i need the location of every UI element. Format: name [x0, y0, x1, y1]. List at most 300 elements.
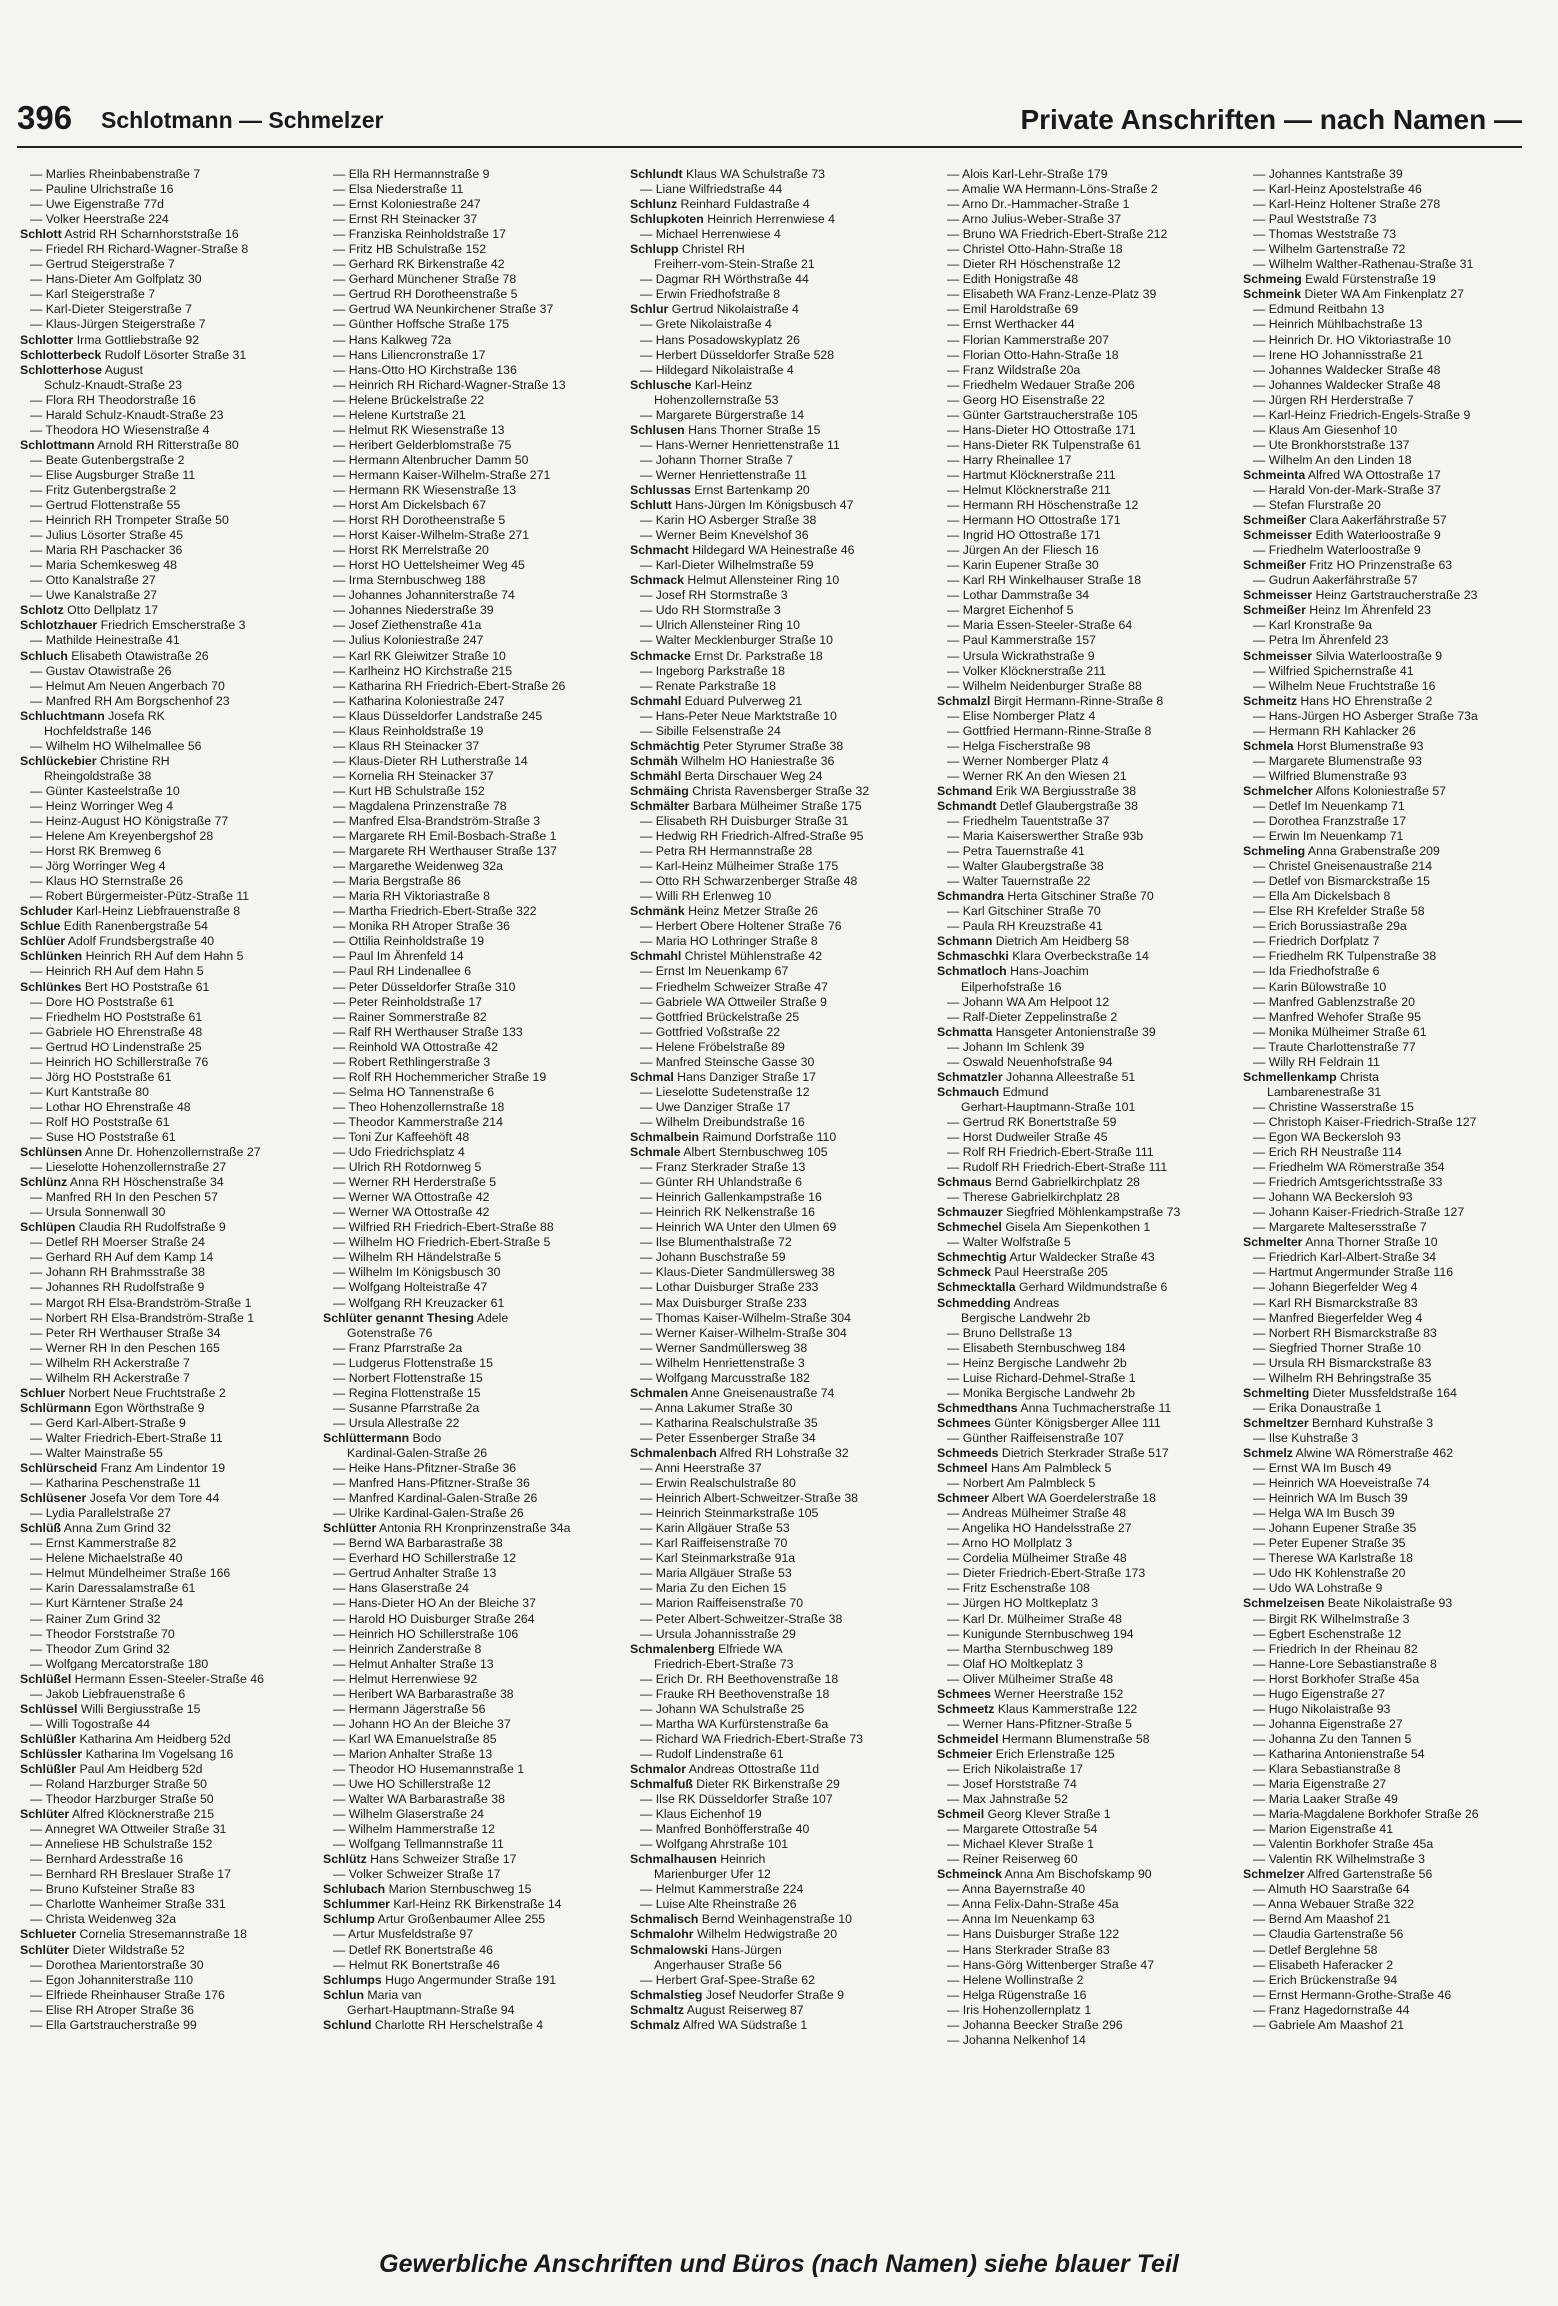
entry-surname: Schmäh	[630, 753, 678, 768]
directory-entry: — Herbert Obere Holtener Straße 76	[640, 919, 842, 934]
entry-surname: Schmeck	[937, 1265, 992, 1280]
directory-entry: — Karl Gitschiner Straße 70	[947, 904, 1101, 919]
directory-entry: — Karin HO Asberger Straße 38	[640, 513, 817, 528]
directory-entry: — Manfred Elsa-Brandström-Straße 3	[333, 814, 541, 829]
entry-surname: Schlünkes	[20, 979, 82, 994]
directory-entry: Schlotterbeck Rudolf Lösorter Straße 31	[20, 347, 247, 362]
directory-entry: — Klaus-Dieter RH Lutherstraße 14	[333, 753, 528, 768]
directory-entry: — Peter RH Werthauser Straße 34	[30, 1325, 221, 1340]
entry-surname: Schmalenbach	[630, 1445, 717, 1460]
directory-entry: — Maria Bergstraße 86	[333, 874, 461, 889]
directory-entry: — Udo RH Stormstraße 3	[640, 603, 781, 618]
entry-surname: Schlun	[323, 1987, 364, 2002]
directory-entry: Schmalohr Wilhelm Hedwigstraße 20	[630, 1927, 838, 1942]
directory-entry: — Hans Duisburger Straße 122	[947, 1927, 1120, 1942]
directory-entry: — Ernst Kammerstraße 82	[30, 1536, 177, 1551]
directory-entry: — Gottfried Voßstraße 22	[640, 1024, 781, 1039]
directory-entry: — Artur Musfeldstraße 97	[333, 1927, 474, 1942]
directory-entry: — Heinrich Gallenkampstraße 16	[640, 1190, 822, 1205]
directory-entry: — Anna Bayernstraße 40	[947, 1882, 1086, 1897]
directory-entry: Schlunz Reinhard Fuldastraße 4	[630, 197, 810, 212]
directory-entry: — Charlotte Wanheimer Straße 331	[30, 1897, 226, 1912]
directory-entry: — Horst RK Merrelstraße 20	[333, 543, 489, 558]
directory-entry: — Hedwig RH Friedrich-Alfred-Straße 95	[640, 829, 864, 844]
entry-surname: Schmahl	[630, 693, 682, 708]
entry-surname: Schmelter	[1243, 1235, 1303, 1250]
directory-entry: — Katharina Antonienstraße 54	[1253, 1746, 1425, 1761]
entry-surname: Schlutt	[630, 498, 672, 513]
directory-entry: — Erwin Realschulstraße 80	[640, 1476, 796, 1491]
entry-surname: Schmacht	[630, 543, 689, 558]
directory-entry: — Klaus Am Giesenhof 10	[1253, 422, 1398, 437]
directory-entry: — Helga WA Im Busch 39	[1253, 1506, 1395, 1521]
directory-entry: Schlüssler Katharina Im Vogelsang 16	[20, 1746, 234, 1761]
directory-entry: Schmalzl Birgit Hermann-Rinne-Straße 8	[937, 693, 1164, 708]
directory-entry: — Iris Hohenzollernplatz 1	[947, 2002, 1092, 2017]
entry-surname: Schmeinck	[937, 1867, 1002, 1882]
directory-entry: — Ilse Kuhstraße 3	[1253, 1430, 1359, 1445]
directory-entry: — Manfred Biegerfelder Weg 4	[1253, 1310, 1423, 1325]
entry-surname: Schlüssel	[20, 1701, 78, 1716]
directory-entry: — Johannes Waldecker Straße 48	[1253, 377, 1441, 392]
directory-entry: Schmalenberg Elfriede WA	[630, 1641, 783, 1656]
directory-entry: — Gerhard RH Auf dem Kamp 14	[30, 1250, 214, 1265]
directory-entry: — Theodor HO Husemannstraße 1	[333, 1761, 525, 1776]
directory-entry: — Walter Mecklenburger Straße 10	[640, 633, 833, 648]
directory-entry: — Helga Rügenstraße 16	[947, 1987, 1087, 2002]
directory-entry: Schlottmann Arnold RH Ritterstraße 80	[20, 437, 239, 452]
directory-entry: — Hans-Dieter HO An der Bleiche 37	[333, 1596, 536, 1611]
directory-entry: — Hans Glaserstraße 24	[333, 1581, 469, 1596]
directory-entry: — Susanne Pfarrstraße 2a	[333, 1400, 480, 1415]
entry-surname: Schlüßler	[20, 1761, 77, 1776]
entry-surname: Schlupp	[630, 242, 679, 257]
directory-entry: — Bruno Kufsteiner Straße 83	[30, 1882, 195, 1897]
directory-entry: — Johann HO An der Bleiche 37	[333, 1716, 511, 1731]
directory-entry: — Margarethe Weidenweg 32a	[333, 859, 503, 874]
directory-entry: — Helmut Kammerstraße 224	[640, 1882, 804, 1897]
directory-entry: — Manfred Hans-Pfitzner-Straße 36	[333, 1476, 530, 1491]
directory-entry: Schlüßler Katharina Am Heidberg 52d	[20, 1731, 231, 1746]
directory-entry: — Maria Schemkesweg 48	[30, 558, 177, 573]
directory-entry: — Rolf RH Hochemmericher Straße 19	[333, 1069, 547, 1084]
directory-entry: Schlusen Hans Thorner Straße 15	[630, 422, 821, 437]
directory-entry: Schmecktalla Gerhard Wildmundstraße 6	[937, 1280, 1168, 1295]
entry-surname: Schlur	[630, 302, 669, 317]
directory-entry: — Franziska Reinholdstraße 17	[333, 227, 506, 242]
directory-entry: — Günter RH Uhlandstraße 6	[640, 1175, 802, 1190]
directory-entry: — Otto RH Schwarzenberger Straße 48	[640, 874, 858, 889]
directory-entry: — Kunigunde Sternbuschweg 194	[947, 1626, 1134, 1641]
directory-entry: — Kurt Kärntener Straße 24	[30, 1596, 184, 1611]
directory-entry: — Heinrich RH Auf dem Hahn 5	[30, 964, 204, 979]
directory-entry: — Margret Eichenhof 5	[947, 603, 1074, 618]
directory-entry: — Florian Kammerstraße 207	[947, 332, 1109, 347]
entry-surname: Schmann	[937, 934, 993, 949]
directory-entry: — Volker Schweizer Straße 17	[333, 1867, 501, 1882]
directory-entry: — Volker Heerstraße 224	[30, 212, 169, 227]
directory-entry: — Margarete Ottostraße 54	[947, 1822, 1098, 1837]
directory-entry: — Werner RH In den Peschen 165	[30, 1340, 220, 1355]
directory-entry: — Anni Heerstraße 37	[640, 1461, 762, 1476]
directory-entry: — Regina Flottenstraße 15	[333, 1385, 481, 1400]
directory-entry: Schlummer Karl-Heinz RK Birkenstraße 14	[323, 1897, 562, 1912]
directory-entry: — Elfriede Rheinhauser Straße 176	[30, 1987, 225, 2002]
directory-entry: — Detlef Berglehne 58	[1253, 1942, 1378, 1957]
directory-entry: — Lydia Parallelstraße 27	[30, 1506, 172, 1521]
entry-surname: Schmatzler	[937, 1069, 1003, 1084]
directory-entry: — Gertrud Flottenstraße 55	[30, 498, 181, 513]
directory-entry: Schlütter Antonia RH Kronprinzenstraße 34a	[323, 1521, 571, 1536]
directory-entry: — Gottfried Brückelstraße 25	[640, 1009, 800, 1024]
directory-entry: Schmäh Wilhelm HO Haniestraße 36	[630, 753, 835, 768]
directory-entry: — Elisabeth WA Franz-Lenze-Platz 39	[947, 287, 1157, 302]
entry-surname: Schlund	[323, 2017, 372, 2032]
entry-surname: Schmaus	[937, 1175, 992, 1190]
directory-entry: — Jörg Worringer Weg 4	[30, 859, 166, 874]
directory-entry: — Reiner Reiserweg 60	[947, 1852, 1078, 1867]
directory-entry: — Grete Nikolaistraße 4	[640, 317, 772, 332]
directory-entry: Schmellenkamp Christa	[1243, 1069, 1380, 1084]
directory-entry: — Alois Karl-Lehr-Straße 179	[947, 167, 1108, 181]
directory-entry: — Heinrich Dr. HO Viktoriastraße 10	[1253, 332, 1451, 347]
directory-entry: — Wolfgang Mercatorstraße 180	[30, 1656, 209, 1671]
directory-entry: — Lothar HO Ehrenstraße 48	[30, 1099, 191, 1114]
directory-entry: — Friedhelm Schweizer Straße 47	[640, 979, 828, 994]
directory-entry: Schmalstieg Josef Neudorfer Straße 9	[630, 1987, 844, 2002]
directory-entry: Schmechel Gisela Am Siepenkothen 1	[937, 1220, 1151, 1235]
directory-entry: — Erika Donaustraße 1	[1253, 1400, 1382, 1415]
directory-entry: Schlotzhauer Friedrich Emscherstraße 3	[20, 618, 246, 633]
directory-entry: — Josef Ziethenstraße 41a	[333, 618, 482, 633]
directory-entry: — Johanna Eigenstraße 27	[1253, 1716, 1403, 1731]
directory-entry: — Rainer Sommerstraße 82	[333, 1009, 487, 1024]
directory-entry: — Wilfried Blumenstraße 93	[1253, 768, 1407, 783]
directory-entry: — Gabriele HO Ehrenstraße 48	[30, 1024, 203, 1039]
directory-entry: — Werner Henriettenstraße 11	[640, 467, 807, 482]
directory-entry: — Edmund Reitbahn 13	[1253, 302, 1385, 317]
directory-entry: — Manfred Bonhöfferstraße 40	[640, 1822, 810, 1837]
directory-entry: — Rolf RH Friedrich-Ebert-Straße 111	[947, 1145, 1154, 1160]
directory-entry: — Horst Dudweiler Straße 45	[947, 1130, 1108, 1144]
directory-entry: — Wilhelm Walther-Rathenau-Straße 31	[1253, 257, 1474, 272]
directory-entry: — Gertrud RH Dorotheenstraße 5	[333, 287, 518, 302]
directory-entry: — Friedhelm RK Tulpenstraße 38	[1253, 949, 1437, 964]
entry-surname: Schmeitz	[1243, 693, 1297, 708]
directory-entry: — Karl-Dieter Wilhelmstraße 59	[640, 558, 814, 573]
directory-entry: Schlüssel Willi Bergiusstraße 15	[20, 1701, 201, 1716]
directory-entry: — Marion Eigenstraße 41	[1253, 1822, 1394, 1837]
directory-entry: — Liane Wilfriedstraße 44	[640, 182, 783, 197]
directory-entry: Schlünz Anna RH Höschenstraße 34	[20, 1175, 224, 1190]
entry-surname: Schmeltzer	[1243, 1415, 1309, 1430]
directory-entry: Schmänk Heinz Metzer Straße 26	[630, 904, 818, 919]
directory-entry: Schmalz Alfred WA Südstraße 1	[630, 2017, 808, 2032]
directory-entry: Schlueter Cornelia Stresemannstraße 18	[20, 1927, 247, 1942]
directory-entry: — Petra RH Hermannstraße 28	[640, 844, 813, 859]
entry-surname: Schlundt	[630, 167, 683, 181]
directory-entry: — Paul Im Ährenfeld 14	[333, 949, 464, 964]
entry-surname: Schmalfuß	[630, 1777, 693, 1792]
directory-entry: — Luise Richard-Dehmel-Straße 1	[947, 1370, 1136, 1385]
directory-entry: Schmeink Dieter WA Am Finkenplatz 27	[1243, 287, 1464, 302]
entry-surname: Schlüter genannt Thesing	[323, 1310, 474, 1325]
directory-entry: — Karl RH Bismarckstraße 83	[1253, 1295, 1418, 1310]
directory-entry: Schmeisser Heinz Gartstraucherstraße 23	[1243, 588, 1478, 603]
directory-entry: — Gabriele WA Ottweiler Straße 9	[640, 994, 827, 1009]
directory-entry: — Annegret WA Ottweiler Straße 31	[30, 1822, 227, 1837]
entry-surname: Schlürscheid	[20, 1461, 98, 1476]
entry-surname: Schlussas	[630, 482, 691, 497]
directory-entry: — Monika RH Atroper Straße 36	[333, 919, 511, 934]
directory-entry: — Siegfried Thorner Straße 10	[1253, 1340, 1421, 1355]
directory-entry: — Walter Friedrich-Ebert-Straße 11	[30, 1430, 223, 1445]
entry-surname: Schmelzeisen	[1243, 1596, 1325, 1611]
entry-surname: Schmalstieg	[630, 1987, 703, 2002]
entry-surname: Schmees	[937, 1686, 992, 1701]
directory-entry: Schmaschki Klara Overbeckstraße 14	[937, 949, 1149, 964]
directory-entry: — Gudrun Aakerfährstraße 57	[1253, 573, 1418, 588]
directory-entry: Schmeling Anna Grabenstraße 209	[1243, 844, 1440, 859]
directory-entry: — Thomas Kaiser-Wilhelm-Straße 304	[640, 1310, 851, 1325]
entry-surname: Schlünz	[20, 1175, 68, 1190]
directory-entry: Schmeing Ewald Fürstenstraße 19	[1243, 272, 1436, 287]
directory-entry: — Thomas Weststraße 73	[1253, 227, 1397, 242]
directory-entry: Schmelcher Alfons Koloniestraße 57	[1243, 783, 1447, 798]
directory-entry: — Klaus-Jürgen Steigerstraße 7	[30, 317, 206, 332]
directory-entry: Schlüsener Josefa Vor dem Tore 44	[20, 1491, 220, 1506]
directory-entry: — Wolfgang Holteistraße 47	[333, 1280, 488, 1295]
directory-entry: — Lothar Duisburger Straße 233	[640, 1280, 819, 1295]
directory-entry: — Horst Am Dickelsbach 67	[333, 498, 487, 513]
directory-entry: Schlürscheid Franz Am Lindentor 19	[20, 1461, 226, 1476]
directory-entry: Schmandra Herta Gitschiner Straße 70	[937, 889, 1154, 904]
directory-entry: — Karl Steinmarkstraße 91a	[640, 1551, 796, 1566]
directory-entry: — Anna Lakumer Straße 30	[640, 1400, 793, 1415]
directory-entry: — Johannes Niederstraße 39	[333, 603, 494, 618]
directory-entry: — Oswald Neuenhofstraße 94	[947, 1054, 1113, 1069]
directory-entry: — Karl Dr. Mülheimer Straße 48	[947, 1611, 1122, 1626]
directory-entry: Schmedding Andreas	[937, 1295, 1060, 1310]
entry-surname: Schlückebier	[20, 753, 97, 768]
directory-entry: Schlüer Adolf Frundsbergstraße 40	[20, 934, 215, 949]
directory-entry: — Hans Posadowskyplatz 26	[640, 332, 800, 347]
directory-entry: Schlue Edith Ranenbergstraße 54	[20, 919, 208, 934]
directory-entry: — Wilhelm RH Händelstraße 5	[333, 1250, 502, 1265]
directory-entry: Schlotter Irma Gottliebstraße 92	[20, 332, 200, 347]
directory-entry: — Erich RH Neustraße 114	[1253, 1145, 1402, 1160]
directory-entry: Bergische Landwehr 2b	[961, 1310, 1091, 1325]
directory-entry: Schmalfuß Dieter RK Birkenstraße 29	[630, 1777, 840, 1792]
directory-entry: — Karin Eupener Straße 30	[947, 558, 1099, 573]
directory-entry: — Kornelia RH Steinacker 37	[333, 768, 494, 783]
directory-entry: Schmächtig Peter Styrumer Straße 38	[630, 738, 844, 753]
entry-surname: Schmandt	[937, 798, 997, 813]
directory-entry: — Maria Allgäuer Straße 53	[640, 1566, 792, 1581]
directory-entry: Schmalhausen Heinrich	[630, 1852, 766, 1867]
entry-surname: Schlüer	[20, 934, 66, 949]
directory-entry: — Werner WA Ottostraße 42	[333, 1190, 490, 1205]
directory-entry: — Hans-Peter Neue Marktstraße 10	[640, 708, 837, 723]
entry-surname: Schlotterhose	[20, 362, 102, 377]
directory-entry: — Hanne-Lore Sebastianstraße 8	[1253, 1656, 1437, 1671]
entry-surname: Schmechel	[937, 1220, 1002, 1235]
entry-surname: Schmelzer	[1243, 1867, 1305, 1882]
directory-entry: — Jakob Liebfrauenstraße 6	[30, 1686, 186, 1701]
directory-entry: Schlotz Otto Dellplatz 17	[20, 603, 159, 618]
directory-entry: — Lothar Dammstraße 34	[947, 588, 1090, 603]
directory-entry: Gotenstraße 76	[347, 1325, 433, 1340]
directory-entry: — Katharina Koloniestraße 247	[333, 693, 505, 708]
entry-surname: Schmatloch	[937, 964, 1007, 979]
directory-entry: Schmacke Ernst Dr. Parkstraße 18	[630, 648, 823, 663]
entry-surname: Schlüpen	[20, 1220, 76, 1235]
directory-entry: — Udo HK Kohlenstraße 20	[1253, 1566, 1406, 1581]
directory-entry: — Ella Gartstraucherstraße 99	[30, 2017, 197, 2032]
directory-entry: — Maria Kaiserswerther Straße 93b	[947, 829, 1144, 844]
directory-entry: — Wilhelm RH Behringstraße 35	[1253, 1370, 1432, 1385]
directory-entry: — Margarete Blumenstraße 93	[1253, 753, 1422, 768]
entry-surname: Schmalenberg	[630, 1641, 715, 1656]
directory-entry: — Karl WA Emanuelstraße 85	[333, 1731, 497, 1746]
entry-surname: Schmäing	[630, 783, 689, 798]
directory-entry: Schmauch Edmund	[937, 1084, 1049, 1099]
directory-entry: Schlüßler Paul Am Heidberg 52d	[20, 1761, 203, 1776]
entry-surname: Schmeisser	[1243, 528, 1313, 543]
directory-entry: — Traute Charlottenstraße 77	[1253, 1039, 1416, 1054]
directory-entry: — Margarete Bürgerstraße 14	[640, 407, 805, 422]
directory-entry: — Marlies Rheinbabenstraße 7	[30, 167, 201, 181]
entry-surname: Schlünsen	[20, 1145, 83, 1160]
entry-surname: Schmalor	[630, 1761, 687, 1776]
directory-entry: — Willi Togostraße 44	[30, 1716, 151, 1731]
directory-entry: Angerhauser Straße 56	[654, 1957, 782, 1972]
directory-entry: — Karl-Heinz Apostelstraße 46	[1253, 182, 1422, 197]
directory-entry: — Wilhelm Im Königsbusch 30	[333, 1265, 501, 1280]
directory-entry: — Paula RH Kreuzstraße 41	[947, 919, 1103, 934]
directory-entry: — Egbert Eschenstraße 12	[1253, 1626, 1402, 1641]
directory-entry: — Karin Daressalamstraße 61	[30, 1581, 196, 1596]
directory-entry: — Ursula Sonnenwall 30	[30, 1205, 166, 1220]
directory-entry: — Willi RH Erlenweg 10	[640, 889, 772, 904]
directory-entry: — Peter Düsseldorfer Straße 310	[333, 979, 516, 994]
entry-surname: Schlotter	[20, 332, 74, 347]
directory-entry: — Bernhard RH Breslauer Straße 17	[30, 1867, 231, 1882]
directory-entry: — Walter Wolfstraße 5	[947, 1235, 1071, 1250]
directory-entry: — Wilhelm Hammerstraße 12	[333, 1822, 495, 1837]
directory-entry: — Hartmut Angermunder Straße 116	[1253, 1265, 1454, 1280]
directory-entry: — Klaus Reinholdstraße 19	[333, 723, 484, 738]
directory-entry: — Willy RH Feldrain 11	[1253, 1054, 1380, 1069]
directory-entry: — Hartmut Klöcknerstraße 211	[947, 467, 1116, 482]
directory-entry: — Hermann RH Kahlacker 26	[1253, 723, 1416, 738]
entry-surname: Schmeier	[937, 1746, 993, 1761]
page-range-title: Schlotmann — Schmelzer	[101, 107, 384, 133]
directory-entry: — Reinhold WA Ottostraße 42	[333, 1039, 498, 1054]
directory-entry: — Harald Schulz-Knaudt-Straße 23	[30, 407, 224, 422]
directory-entry: — Norbert Am Palmbleck 5	[947, 1476, 1096, 1491]
directory-entry: — Erich Nikolaistraße 17	[947, 1761, 1083, 1776]
directory-entry: — Manfred Steinsche Gasse 30	[640, 1054, 815, 1069]
directory-entry: Schmelz Alwine WA Römerstraße 462	[1243, 1445, 1454, 1460]
entry-surname: Schmeil	[937, 1807, 985, 1822]
entry-surname: Schmaschki	[937, 949, 1009, 964]
directory-entry: — Günther Hoffsche Straße 175	[333, 317, 510, 332]
directory-entry: — Christoph Kaiser-Friedrich-Straße 127	[1253, 1114, 1477, 1129]
directory-entry: — Anna Webauer Straße 322	[1253, 1897, 1415, 1912]
directory-entry: — Margarete Maltesersstraße 7	[1253, 1220, 1427, 1235]
directory-entry: — Hans-Otto HO Kirchstraße 136	[333, 362, 517, 377]
directory-entry: — Peter Eupener Straße 35	[1253, 1536, 1406, 1551]
directory-entry: — Johann WA Am Helpoot 12	[947, 994, 1110, 1009]
directory-entry: — Lieselotte Hohenzollernstraße 27	[30, 1160, 227, 1175]
directory-entry: — Monika Bergische Landwehr 2b	[947, 1385, 1135, 1400]
entry-surname: Schmeel	[937, 1461, 988, 1476]
directory-entry: Schmäing Christa Ravensberger Straße 32	[630, 783, 870, 798]
entry-surname: Schmalowski	[630, 1942, 708, 1957]
directory-entry: Schmelzer Alfred Gartenstraße 56	[1243, 1867, 1433, 1882]
directory-entry: — Bernhard Ardesstraße 16	[30, 1852, 184, 1867]
directory-entry: Gerhart-Hauptmann-Straße 101	[961, 1099, 1136, 1114]
directory-entry: — Friedhelm WA Römerstraße 354	[1253, 1160, 1445, 1175]
entry-surname: Schmees	[937, 1415, 992, 1430]
directory-entry: — Petra Tauernstraße 41	[947, 844, 1085, 859]
directory-entry: — Paul Weststraße 73	[1253, 212, 1377, 227]
directory-entry: — Maria HO Lothringer Straße 8	[640, 934, 818, 949]
directory-entry: — Hermann RH Höschenstraße 12	[947, 498, 1139, 513]
directory-entry: — Mathilde Heinestraße 41	[30, 633, 180, 648]
directory-entry: — Hermann Kaiser-Wilhelm-Straße 271	[333, 467, 551, 482]
directory-entry: — Gerhard Münchener Straße 78	[333, 272, 517, 287]
entry-surname: Schmack	[630, 573, 685, 588]
entry-surname: Schlumps	[323, 1972, 382, 1987]
directory-entry: — Emil Haroldstraße 69	[947, 302, 1079, 317]
directory-entry: Schmeißer Fritz HO Prinzenstraße 63	[1243, 558, 1453, 573]
directory-entry: — Paul Kammerstraße 157	[947, 633, 1096, 648]
directory-entry: — Karl Kronstraße 9a	[1253, 618, 1372, 633]
directory-entry: — Christine Wasserstraße 15	[1253, 1099, 1414, 1114]
directory-entry: — Katharina Peschenstraße 11	[30, 1476, 201, 1491]
directory-entry: — Udo WA Lohstraße 9	[1253, 1581, 1383, 1596]
directory-entry: — Irma Sternbuschweg 188	[333, 573, 486, 588]
directory-entry: — Manfred Gablenzstraße 20	[1253, 994, 1415, 1009]
directory-entry: — Uwe Eigenstraße 77d	[30, 197, 164, 212]
page-number: 396	[17, 99, 73, 136]
directory-entry: — Ernst Im Neuenkamp 67	[640, 964, 789, 979]
directory-entry: — Maria RH Viktoriastraße 8	[333, 889, 490, 904]
directory-entry: — Toni Zur Kaffeehöft 48	[333, 1130, 470, 1144]
directory-entry: — Wilhelm Neue Fruchtstraße 16	[1253, 678, 1436, 693]
directory-entry: — Dieter Friedrich-Ebert-Straße 173	[947, 1566, 1146, 1581]
directory-entry: — Gertrud RK Bonertstraße 59	[947, 1114, 1117, 1129]
directory-entry: — Johannes Waldecker Straße 48	[1253, 362, 1441, 377]
directory-entry: — Margarete RH Emil-Bosbach-Straße 1	[333, 829, 557, 844]
directory-entry: — Ilse RK Düsseldorfer Straße 107	[640, 1792, 833, 1807]
entry-surname: Schmelting	[1243, 1385, 1310, 1400]
directory-entry: — Beate Gutenbergstraße 2	[30, 452, 185, 467]
entry-surname: Schmeisser	[1243, 588, 1313, 603]
directory-entry: — Detlef von Bismarckstraße 15	[1253, 874, 1430, 889]
directory-entry: — Wilhelm RH Ackerstraße 7	[30, 1370, 190, 1385]
directory-entry: Schmale Albert Sternbuschweg 105	[630, 1145, 828, 1160]
entry-surname: Schmächtig	[630, 738, 700, 753]
directory-entry: Schmeetz Klaus Kammerstraße 122	[937, 1701, 1138, 1716]
directory-entry: — Franz Sterkrader Straße 13	[640, 1160, 806, 1175]
directory-entry: — Franz Pfarrstraße 2a	[333, 1340, 463, 1355]
directory-entry: — Robert Rethlingerstraße 3	[333, 1054, 491, 1069]
directory-entry: — Karl Raiffeisenstraße 70	[640, 1536, 788, 1551]
directory-entry: — Erich Borussiastraße 29a	[1253, 919, 1407, 934]
